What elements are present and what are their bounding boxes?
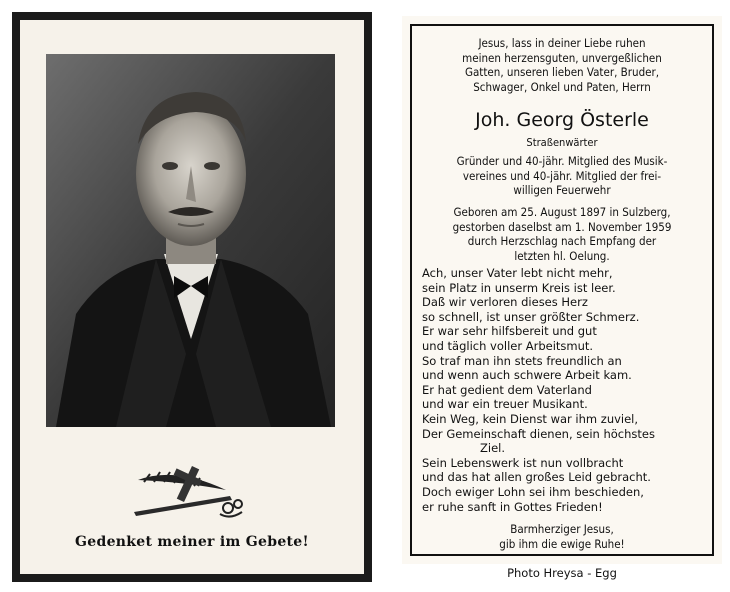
poem-line: und täglich voller Arbeitsmut.	[422, 338, 594, 353]
founder-line: Gründer und 40-jähr. Mitglied des Musik-	[456, 154, 668, 168]
dates-line: gestorben daselbst am 1. November 1959	[452, 219, 672, 234]
intro-line: Schwager, Onkel und Paten, Herrn	[473, 79, 651, 94]
closing-prayer	[412, 522, 712, 551]
closing-line: Barmherziger Jesus,	[510, 522, 614, 536]
poem-line: Er war sehr hilfsbereit und gut	[422, 324, 597, 339]
poem-line: und das hat allen großes Leid gebracht.	[422, 470, 651, 485]
poem-line: so schnell, ist unser größter Schmerz.	[422, 309, 640, 324]
poem-line: Ziel.	[480, 441, 505, 456]
poem-line: Kein Weg, kein Dienst war ihm zuviel,	[422, 411, 639, 426]
intro-text	[412, 36, 712, 94]
profession: Straßenwärter	[526, 136, 598, 149]
poem-line: und wenn auch schwere Arbeit kam.	[422, 368, 632, 383]
cross-and-palm-emblem-icon	[130, 460, 250, 522]
prayer-caption: Gedenket meiner im Gebete!	[75, 534, 309, 550]
photo-credit: Photo Hreysa - Egg	[507, 566, 617, 580]
poem-line: er ruhe sanft in Gottes Frieden!	[422, 499, 603, 514]
card-back-frame	[410, 24, 714, 556]
dates-line: letzten hl. Oelung.	[514, 248, 610, 263]
poem-line: und war ein treuer Musikant.	[422, 397, 588, 412]
poem-line: sein Platz in unserm Kreis ist leer.	[422, 280, 616, 295]
poem-line: Daß wir verloren dieses Herz	[422, 295, 588, 310]
poem-line: So traf man ihn stets freundlich an	[422, 353, 622, 368]
portrait-photo	[46, 54, 335, 427]
poem-line: Sein Lebenswerk ist nun vollbracht	[422, 455, 624, 470]
closing-line: gib ihm die ewige Ruhe!	[499, 536, 625, 551]
founder-line: willigen Feuerwehr	[513, 183, 611, 197]
intro-line: meinen herzensguten, unvergeßlichen	[462, 50, 662, 65]
memorial-poem	[422, 266, 704, 514]
life-dates	[412, 205, 712, 263]
intro-line: Gatten, unseren lieben Vater, Bruder,	[464, 65, 660, 79]
dates-line: Geboren am 25. August 1897 in Sulzberg,	[453, 205, 671, 219]
memorial-card-back	[402, 16, 722, 564]
intro-line: Jesus, lass in deiner Liebe ruhen	[478, 36, 646, 50]
poem-line: Der Gemeinschaft dienen, sein höchstes	[422, 426, 655, 441]
poem-line: Doch ewiger Lohn sei ihm beschieden,	[422, 484, 644, 499]
founder-text	[412, 154, 712, 198]
founder-line: vereines und 40-jähr. Mitglied der frei-	[462, 168, 662, 183]
poem-line: Ach, unser Vater lebt nicht mehr,	[422, 266, 613, 280]
dates-line: durch Herzschlag nach Empfang der	[467, 234, 657, 248]
poem-line: Er hat gedient dem Vaterland	[422, 382, 592, 397]
card-front-inner	[20, 20, 364, 574]
deceased-name: Joh. Georg Österle	[475, 109, 649, 131]
memorial-card-front	[12, 12, 372, 582]
